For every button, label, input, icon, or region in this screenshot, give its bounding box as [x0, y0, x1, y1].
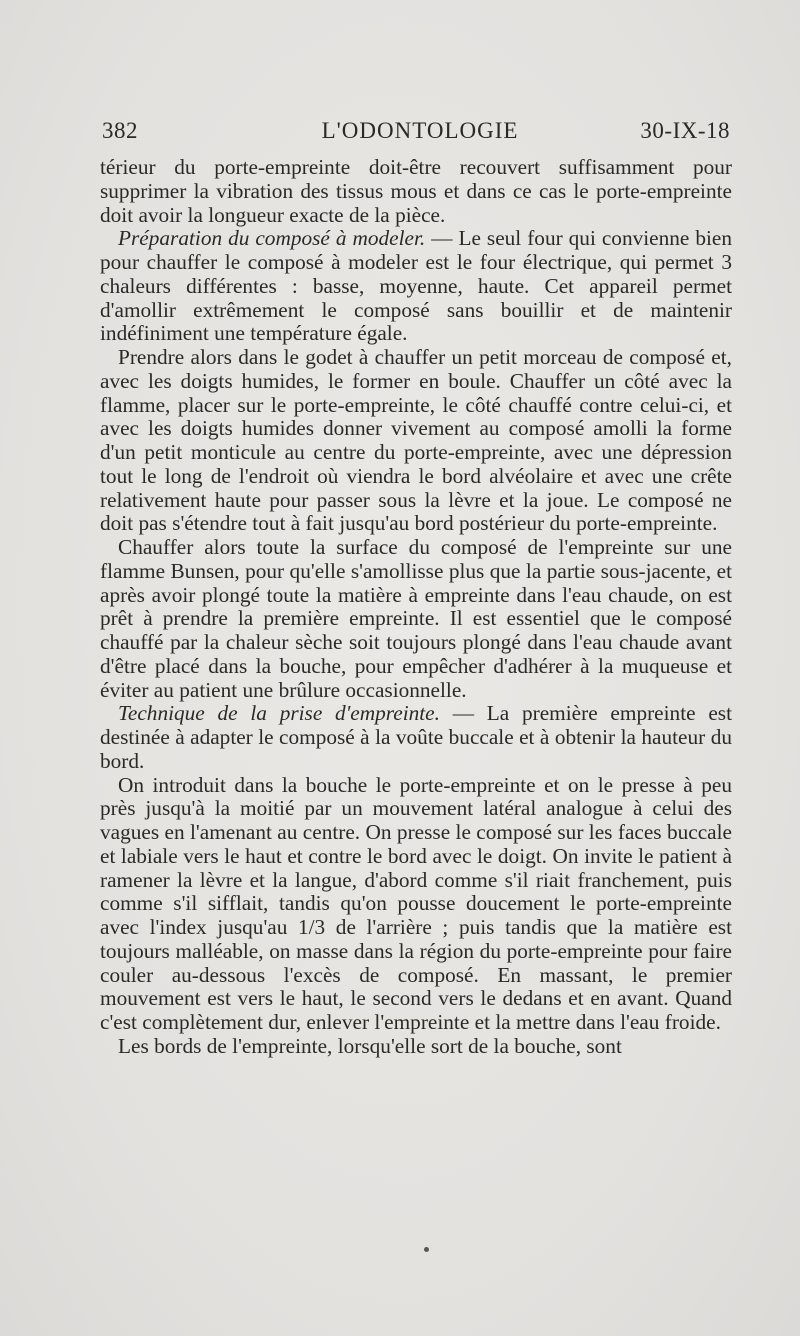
paragraph: [100, 156, 732, 227]
body-text: [100, 156, 732, 1059]
running-header: [100, 118, 740, 150]
paragraph: [100, 1035, 732, 1059]
print-dot: [424, 1247, 429, 1252]
paragraph: [100, 702, 732, 773]
paragraph-text: Chauffer alors toute la surface du composé de l'empreinte sur une flamme Bunsen, pour qu'elle s'amollisse plus que la partie sous-jacente, et après avoir plongé toute la matière à empreinte dans l'eau chaude, on est prêt à prendre la première empreinte. Il est essentiel que le composé chauffé par la chaleur sèche soit toujours plongé dans l'eau chaude avant d'être placé dans la bouche, pour empêcher d'adhérer à la muqueuse et éviter au patient une brûlure occasionnelle.: [100, 535, 732, 702]
paragraph-text: — Le seul four qui convienne bien pour chauffer le composé à modeler est le four électrique, qui permet 3 chaleurs différentes : basse, moyenne, haute. Cet appareil permet d'amollir extrêmement le composé sans bouillir et de maintenir indéfiniment une température égale.: [100, 226, 733, 346]
paragraph-text: térieur du porte-empreinte doit-être recouvert suffisamment pour supprimer la vibration des tissus mous et dans ce cas le porte-empreinte doit avoir la longueur exacte de la pièce.: [100, 155, 732, 227]
paragraph-text: Prendre alors dans le godet à chauffer un petit morceau de composé et, avec les doigts humides, le former en boule. Chauffer un côté avec la flamme, placer sur le porte-empreinte, le côté chauffé contre celui-ci, et avec les doigts humides donner vivement au composé amolli la forme d'un petit monticule au centre du porte-empreinte, avec une dépression tout le long de l'endroit où viendra le bord alvéolaire et avec une crête relativement haute pour passer sous la lèvre et la joue. Le composé ne doit pas s'étendre tout à fait jusqu'au bord postérieur du porte-empreinte.: [100, 345, 732, 536]
paragraph-text: Les bords de l'empreinte, lorsqu'elle sort de la bouche, sont: [118, 1033, 622, 1058]
section-heading: Technique de la prise d'empreinte.: [118, 701, 440, 726]
issue-date: 30-IX-18: [640, 118, 730, 143]
journal-title: L'ODONTOLOGIE: [321, 118, 519, 143]
paragraph: [100, 227, 732, 346]
paragraph-text: — La première empreinte est destinée à adapter le composé à la voûte buccale et à obtenir la hauteur du bord.: [100, 701, 732, 773]
paragraph: [100, 774, 732, 1035]
paragraph-text: On introduit dans la bouche le porte-empreinte et on le presse à peu près jusqu'à la moitié par un mouvement latéral analogue à celui des vagues en l'amenant au centre. On presse le composé sur les faces buccale et labiale vers le haut et contre le bord avec le doigt. On invite le patient à ramener la lèvre et la langue, d'abord comme s'il riait franchement, puis comme s'il sifflait, tandis qu'on pousse doucement le porte-empreinte avec l'index jusqu'au 1/3 de l'arrière ; puis tandis que la matière est toujours malléable, on masse dans la région du porte-empreinte pour faire couler au-dessous l'excès de composé. En massant, le premier mouvement est vers le haut, le second vers le dedans et en avant. Quand c'est complètement dur, enlever l'empreinte et la mettre dans l'eau froide.: [100, 772, 732, 1034]
page-number: 382: [102, 118, 138, 143]
paragraph: [100, 536, 732, 702]
section-heading: Préparation du composé à modeler.: [118, 226, 426, 251]
paragraph: [100, 346, 732, 536]
